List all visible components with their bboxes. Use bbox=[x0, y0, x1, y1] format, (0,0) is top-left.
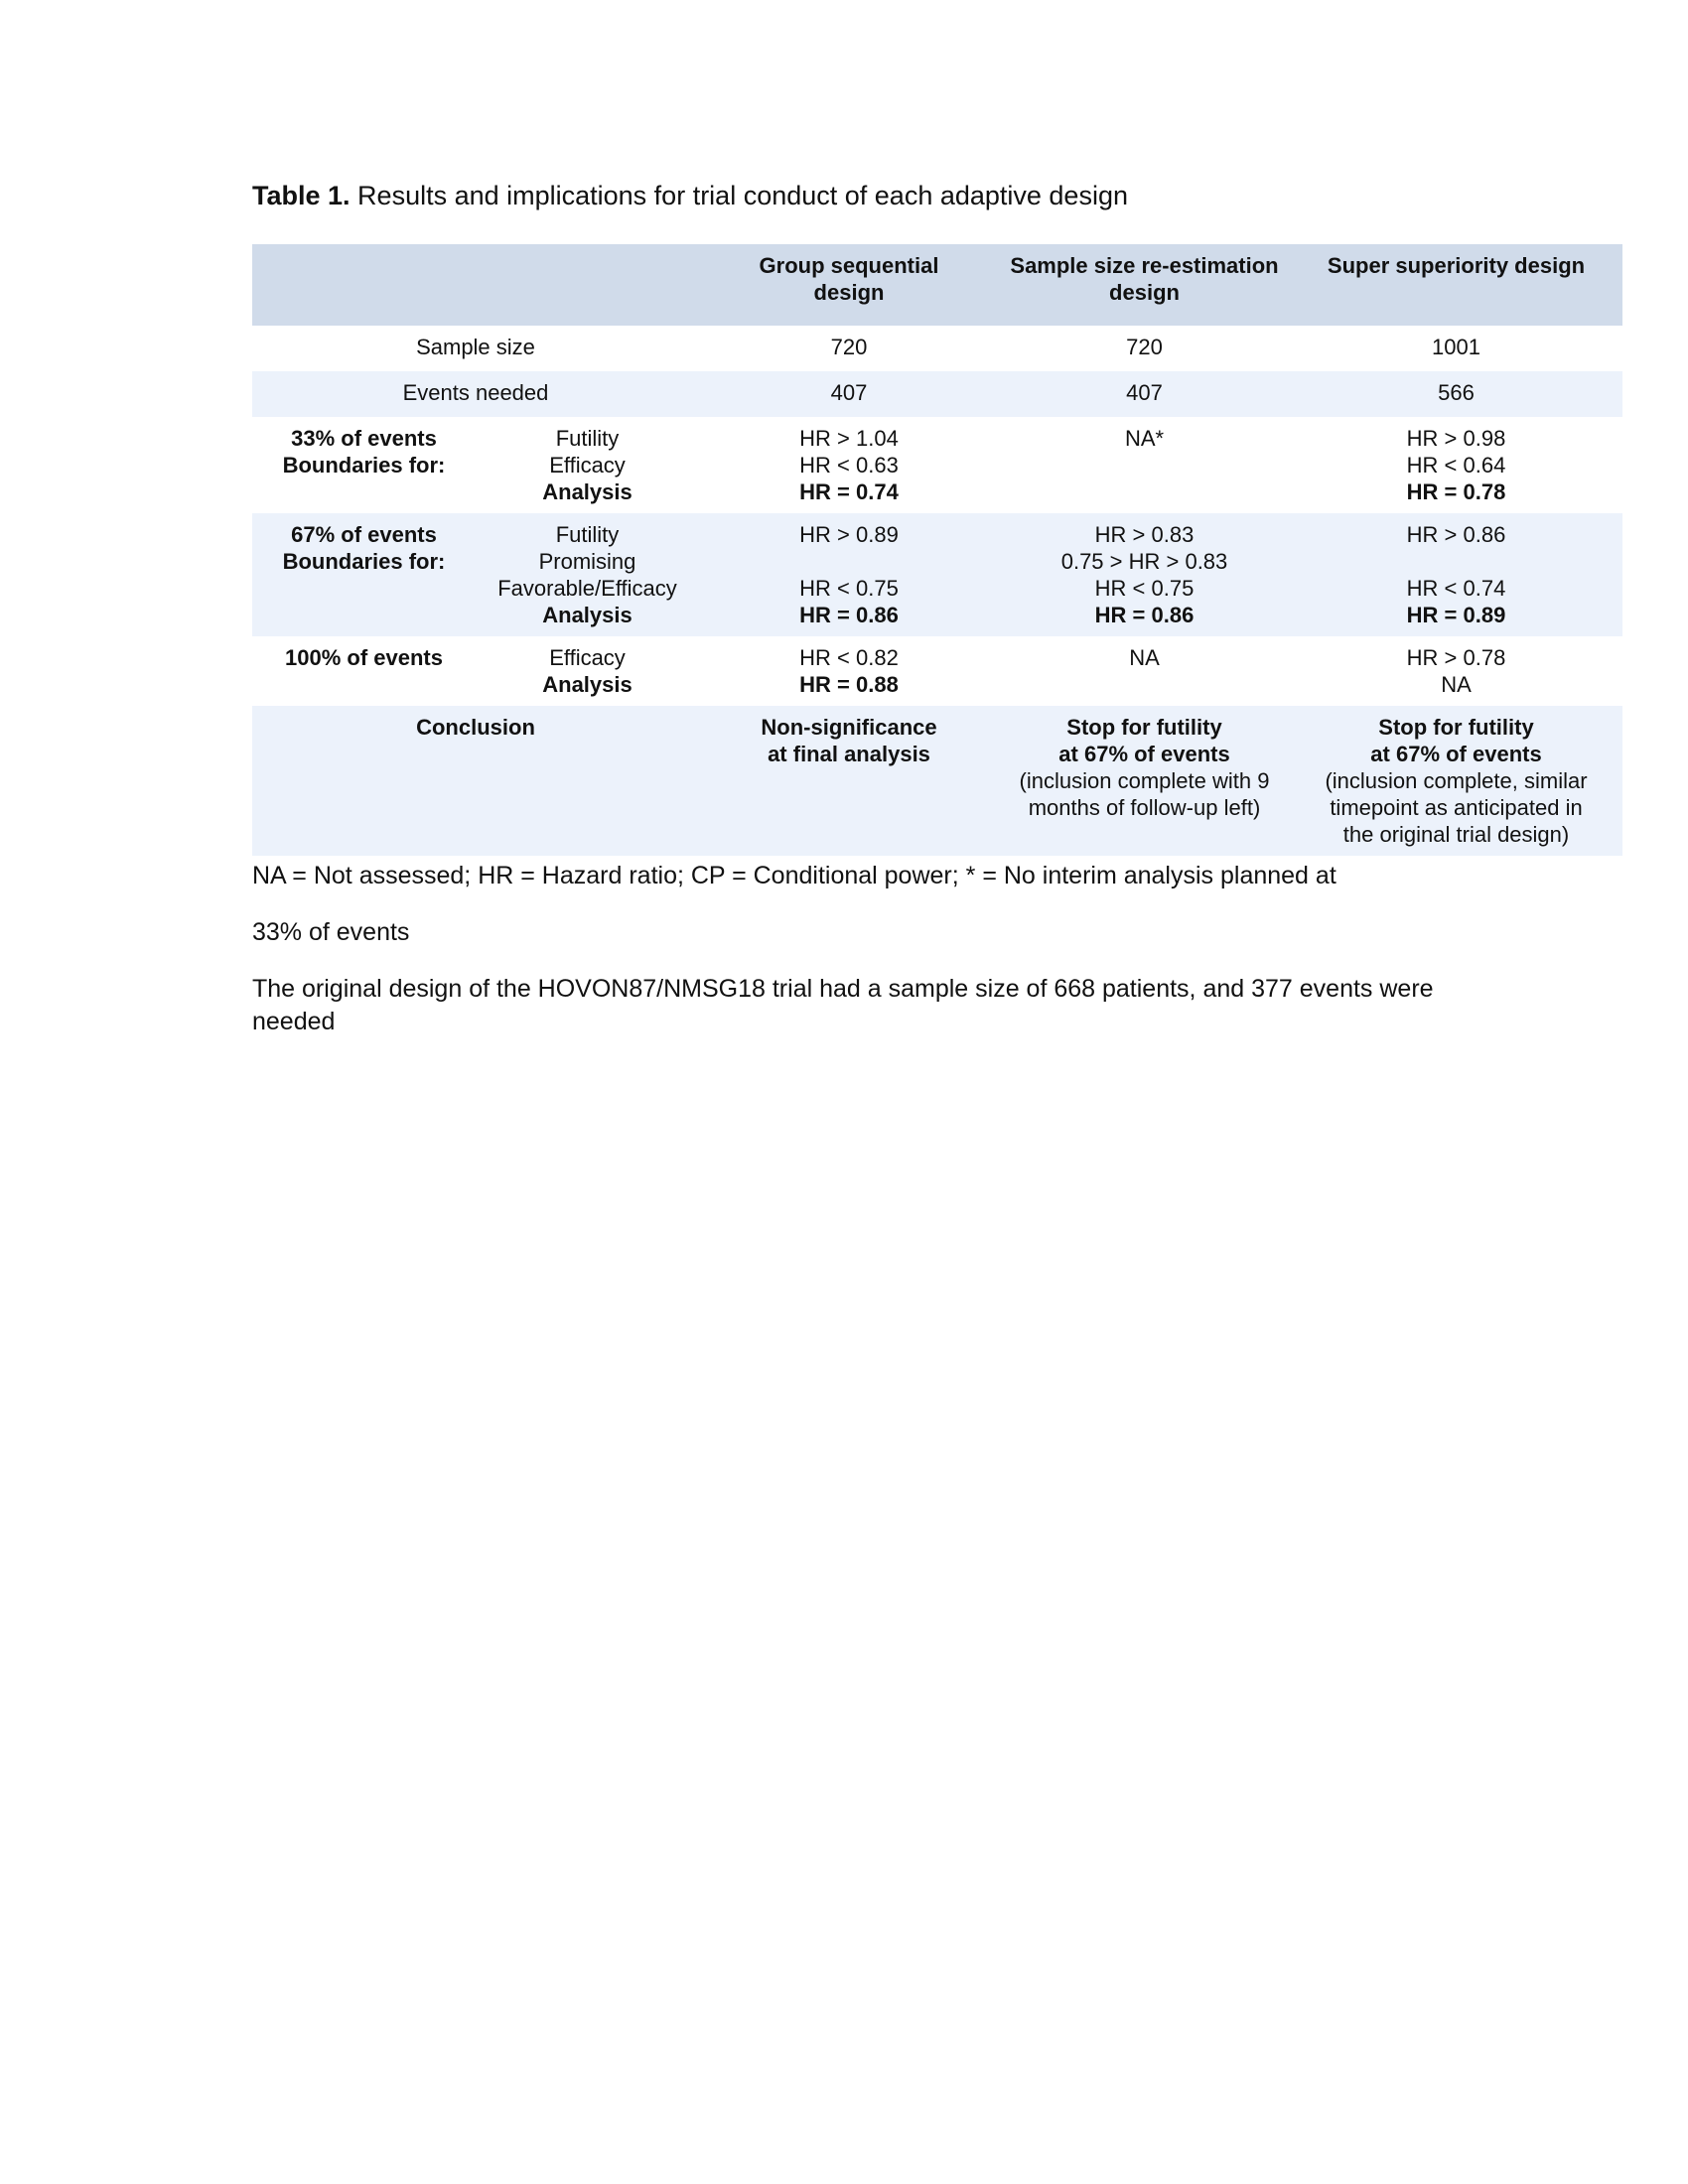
cell-line: HR > 0.83 bbox=[1094, 522, 1195, 547]
cell-line: Futility bbox=[555, 522, 620, 547]
cell-line: Efficacy bbox=[549, 645, 626, 670]
cell-gsd-67 bbox=[699, 513, 999, 636]
cell-line: 0.75 > HR > 0.83 bbox=[1060, 549, 1228, 574]
cell-line: Efficacy bbox=[549, 453, 626, 478]
cell-line: HR < 0.82 bbox=[799, 645, 899, 670]
cell-line: Boundaries for: bbox=[282, 453, 446, 478]
cell-line: HR > 0.78 bbox=[1406, 645, 1506, 670]
row-label-sample-size: Sample size bbox=[416, 335, 535, 359]
criteria-33 bbox=[476, 417, 699, 513]
cell-line: Analysis bbox=[542, 603, 633, 627]
cell-line: Favorable/Efficacy bbox=[497, 576, 677, 601]
cell-line: at final analysis bbox=[768, 742, 930, 766]
abbreviations-note-continued: 33% of events bbox=[252, 918, 410, 946]
header-blank-1 bbox=[252, 244, 476, 326]
cell-line: HR = 0.89 bbox=[1406, 603, 1506, 627]
table-caption bbox=[252, 179, 1622, 212]
cell-gsd-100 bbox=[699, 636, 999, 706]
cell-line: Non-significance bbox=[761, 715, 937, 740]
cell-line: HR = 0.88 bbox=[799, 672, 899, 697]
row-33-percent-events bbox=[252, 417, 1622, 513]
cell-line: HR > 0.98 bbox=[1406, 426, 1506, 451]
abbreviations-note: NA = Not assessed; HR = Hazard ratio; CP = Conditional power; * = No interim analysis planned at bbox=[252, 862, 1336, 889]
cell-line: Promising bbox=[538, 549, 636, 574]
cell-gsd-33 bbox=[699, 417, 999, 513]
cell-gsd-conclusion bbox=[699, 706, 999, 856]
cell-line: NA* bbox=[1124, 426, 1165, 451]
cell-line: HR = 0.86 bbox=[1094, 603, 1195, 627]
cell-line bbox=[1005, 671, 1284, 698]
cell-line: design bbox=[1109, 280, 1180, 305]
original-design-note: The original design of the HOVON87/NMSG18 trial had a sample size of 668 patients, and 377 events were needed bbox=[252, 975, 1434, 1035]
header-sample-size-reestimation bbox=[999, 244, 1290, 326]
cell-line: timepoint as anticipated in bbox=[1330, 795, 1583, 820]
row-label-conclusion: Conclusion bbox=[416, 715, 535, 740]
caption-text: Results and implications for trial conduct of each adaptive design bbox=[350, 181, 1128, 210]
cell-line: Boundaries for: bbox=[282, 549, 446, 574]
results-table bbox=[252, 244, 1622, 856]
cell-line: Futility bbox=[555, 426, 620, 451]
cell-line: HR = 0.86 bbox=[799, 603, 899, 627]
cell-line: the original trial design) bbox=[1342, 822, 1570, 847]
cell-line bbox=[1005, 478, 1284, 505]
cell-line bbox=[1296, 548, 1617, 575]
group-label-100 bbox=[252, 636, 476, 706]
cell-ssr-67 bbox=[999, 513, 1290, 636]
cell-line: Group sequential bbox=[759, 253, 939, 278]
cell-line: HR > 1.04 bbox=[799, 426, 899, 451]
header-group-sequential bbox=[699, 244, 999, 326]
cell-line: (inclusion complete with 9 bbox=[1019, 768, 1270, 793]
row-100-percent-events bbox=[252, 636, 1622, 706]
cell-line: Analysis bbox=[542, 672, 633, 697]
cell-line: 33% of events bbox=[291, 426, 437, 451]
cell-line: HR < 0.75 bbox=[799, 576, 899, 601]
cell-ssd-33 bbox=[1290, 417, 1622, 513]
cell-line: Stop for futility bbox=[1378, 715, 1534, 740]
cell-ssd-sample-size: 1001 bbox=[1432, 335, 1480, 359]
criteria-67 bbox=[476, 513, 699, 636]
table-header-row bbox=[252, 244, 1622, 326]
cell-line bbox=[705, 548, 993, 575]
row-67-percent-events bbox=[252, 513, 1622, 636]
row-label-events-needed: Events needed bbox=[402, 380, 549, 405]
group-label-33 bbox=[252, 417, 476, 513]
cell-ssr-sample-size: 720 bbox=[1126, 335, 1163, 359]
cell-line: at 67% of events bbox=[1370, 742, 1542, 766]
cell-line: HR < 0.75 bbox=[1094, 576, 1195, 601]
header-blank-2 bbox=[476, 244, 699, 326]
cell-ssd-100 bbox=[1290, 636, 1622, 706]
cell-ssr-33 bbox=[999, 417, 1290, 513]
cell-line: (inclusion complete, similar bbox=[1325, 768, 1588, 793]
cell-line bbox=[1005, 452, 1284, 478]
cell-line: HR < 0.64 bbox=[1406, 453, 1506, 478]
cell-line: Stop for futility bbox=[1066, 715, 1222, 740]
row-conclusion bbox=[252, 706, 1622, 856]
cell-ssd-67 bbox=[1290, 513, 1622, 636]
cell-line: months of follow-up left) bbox=[1028, 795, 1261, 820]
cell-gsd-events: 407 bbox=[830, 380, 868, 405]
row-sample-size bbox=[252, 326, 1622, 371]
document-page bbox=[252, 179, 1622, 1038]
cell-line: HR > 0.89 bbox=[799, 522, 899, 547]
cell-line: Analysis bbox=[542, 479, 633, 504]
cell-line: 67% of events bbox=[291, 522, 437, 547]
cell-line: NA bbox=[1129, 645, 1160, 670]
criteria-100 bbox=[476, 636, 699, 706]
cell-line: Sample size re-estimation bbox=[1010, 253, 1279, 278]
cell-line: HR > 0.86 bbox=[1406, 522, 1506, 547]
cell-line: Super superiority design bbox=[1327, 253, 1586, 278]
cell-line: at 67% of events bbox=[1058, 742, 1230, 766]
cell-ssr-events: 407 bbox=[1126, 380, 1163, 405]
cell-ssd-conclusion bbox=[1290, 706, 1622, 856]
cell-ssr-conclusion bbox=[999, 706, 1290, 856]
cell-ssd-events: 566 bbox=[1438, 380, 1475, 405]
group-label-67 bbox=[252, 513, 476, 636]
cell-line: design bbox=[813, 280, 885, 305]
cell-ssr-100 bbox=[999, 636, 1290, 706]
cell-line: 100% of events bbox=[285, 645, 443, 670]
cell-line: HR = 0.78 bbox=[1406, 479, 1506, 504]
cell-gsd-sample-size: 720 bbox=[830, 335, 868, 359]
cell-line: HR < 0.63 bbox=[799, 453, 899, 478]
cell-line: HR < 0.74 bbox=[1406, 576, 1506, 601]
cell-line: NA bbox=[1441, 672, 1472, 697]
cell-line: HR = 0.74 bbox=[799, 479, 899, 504]
caption-label: Table 1. bbox=[252, 181, 351, 210]
header-super-superiority bbox=[1290, 244, 1622, 326]
row-events-needed bbox=[252, 371, 1622, 417]
